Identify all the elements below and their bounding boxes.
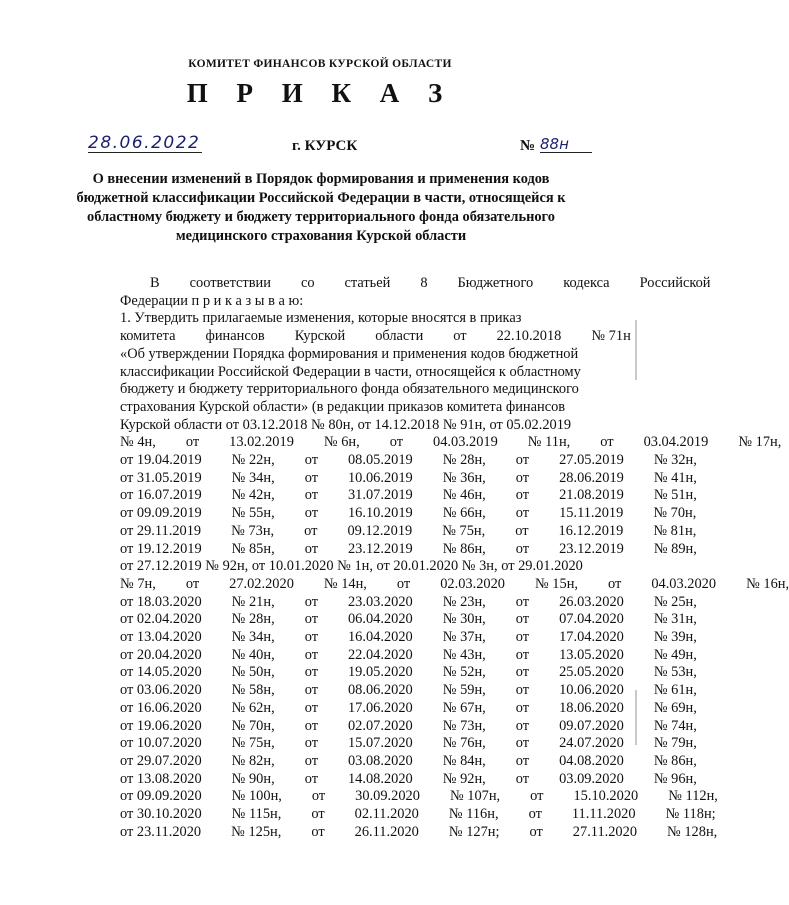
text-token: области	[375, 328, 424, 345]
text-token: от	[453, 328, 467, 345]
scan-edge-mark	[635, 320, 637, 380]
text-token: 28.06.2019	[559, 469, 624, 486]
text-token: 19.05.2020	[347, 664, 413, 681]
text-token: от	[304, 540, 318, 557]
text-token: 27.05.2019	[559, 452, 624, 469]
text-token: 27.02.2020	[229, 575, 294, 592]
text-token: от	[515, 646, 530, 663]
text-token: № 61н,	[653, 682, 697, 699]
text-token: 09.07.2020	[559, 717, 624, 734]
text-token: от	[185, 434, 200, 451]
text-token: № 62н,	[231, 699, 275, 716]
text-token: от 30.10.2020	[120, 806, 202, 823]
text-token: финансов	[205, 328, 265, 345]
text-token: от 09.09.2020	[120, 788, 202, 805]
text-token: № 50н,	[231, 664, 275, 681]
text-token: 14.08.2020	[347, 770, 413, 787]
text-token: от	[304, 505, 318, 522]
text-token: соответствии	[189, 275, 271, 291]
text-token: № 82н,	[231, 752, 275, 769]
text-token: от	[304, 682, 318, 699]
text-token: от	[304, 452, 318, 469]
text-token: от 23.11.2020	[120, 823, 202, 840]
text-token: от	[515, 682, 530, 699]
text-token: от 02.04.2020	[120, 611, 202, 628]
text-token: № 11н,	[527, 434, 571, 451]
text-token: № 59н,	[442, 682, 486, 699]
amendment-row	[90, 699, 697, 718]
text-token: 13.02.2019	[229, 434, 294, 451]
text-token: от	[515, 770, 530, 787]
text-token: № 52н,	[442, 664, 486, 681]
text-token: № 69н,	[653, 699, 697, 716]
text-token: от	[515, 540, 530, 557]
order-number-block	[520, 136, 594, 156]
item1-text-line: классификации Российской Федерации в части, относящейся к областному	[120, 363, 581, 380]
text-token: от 18.03.2020	[120, 593, 202, 610]
text-token: 17.04.2020	[559, 629, 624, 646]
text-token: от 20.04.2020	[120, 646, 202, 663]
text-token: от	[515, 717, 530, 734]
text-token: от	[515, 593, 530, 610]
city-label: г. КУРСК	[292, 138, 358, 154]
text-token: № 36н,	[442, 469, 486, 486]
text-token: № 125н,	[231, 823, 282, 840]
text-token: № 25н,	[653, 593, 697, 610]
text-token: № 127н;	[448, 823, 500, 840]
text-token: 8	[420, 275, 428, 291]
item1-text-lines	[90, 346, 580, 435]
amendment-row	[90, 735, 697, 753]
scan-edge-mark	[635, 690, 637, 745]
text-token: 02.03.2020	[440, 575, 505, 592]
text-token: 31.07.2019	[347, 487, 413, 504]
text-token: 10.06.2019	[347, 469, 413, 486]
amendment-row	[90, 434, 782, 452]
text-token: № 79н,	[653, 735, 697, 752]
text-token: 26.11.2020	[354, 823, 419, 840]
text-token: от	[515, 522, 529, 539]
text-token: № 43н,	[442, 646, 486, 663]
text-token: от	[515, 699, 530, 716]
amendment-row	[90, 575, 789, 594]
text-token: от	[311, 823, 325, 840]
text-token: № 21н,	[231, 593, 275, 610]
text-token: от	[530, 788, 544, 805]
preamble-line-2: Федерации п р и к а з ы в а ю:	[120, 292, 304, 309]
text-token: № 107н,	[449, 788, 501, 805]
text-token: 16.04.2020	[347, 629, 413, 646]
text-token: № 15н,	[534, 575, 579, 592]
text-token: от	[529, 823, 543, 840]
text-token: № 17н,	[738, 434, 782, 451]
text-token: от	[304, 611, 318, 628]
text-token: № 112н,	[668, 788, 718, 805]
amendment-row	[90, 752, 697, 771]
text-token: № 31н,	[653, 611, 697, 628]
text-token: от 13.08.2020	[120, 770, 202, 787]
text-token: № 73н,	[442, 717, 486, 734]
text-token: от	[515, 664, 530, 681]
text-token: от	[311, 788, 326, 805]
amendment-row	[90, 770, 697, 789]
text-token: № 7н,	[120, 575, 156, 592]
text-token: от 10.07.2020	[120, 735, 202, 752]
amendment-row	[90, 806, 716, 824]
text-token: № 34н,	[231, 629, 275, 646]
text-token: 16.10.2019	[347, 505, 413, 522]
text-token: статьей	[344, 275, 391, 291]
amendment-row	[90, 540, 697, 559]
amendment-row: от 27.12.2019 № 92н, от 10.01.2020 № 1н, от 20.01.2020 № 3н, от 29.01.2020	[120, 558, 583, 575]
text-token: 03.08.2020	[347, 752, 413, 769]
text-token: № 22н,	[231, 452, 275, 469]
text-token: 22.10.2018	[496, 328, 562, 345]
text-token: от 29.11.2019	[120, 522, 202, 539]
order-body	[90, 275, 789, 842]
text-token: № 96н,	[653, 770, 697, 787]
text-token: № 92н,	[442, 770, 486, 787]
text-token: № 4н,	[120, 434, 156, 451]
text-token: от	[515, 469, 530, 486]
text-token: 03.04.2019	[643, 434, 709, 451]
text-token: от 19.04.2019	[120, 452, 202, 469]
text-token: № 66н,	[442, 505, 486, 522]
text-token: от	[304, 646, 318, 663]
amendment-row	[90, 611, 697, 629]
text-token: 06.04.2020	[347, 611, 413, 628]
text-token: от	[515, 487, 530, 504]
text-token: от	[311, 806, 325, 823]
text-token: 17.06.2020	[347, 699, 413, 716]
text-token: Бюджетного	[457, 275, 534, 291]
text-token: 13.05.2020	[559, 646, 624, 663]
item1-text-line: Курской области от 03.12.2018 № 80н, от 14.12.2018 № 91н, от 05.02.2019	[120, 416, 572, 433]
text-token: 02.11.2020	[354, 806, 419, 823]
text-token: 04.03.2020	[651, 575, 717, 592]
text-token: № 39н,	[653, 629, 697, 646]
text-token: от	[515, 752, 530, 769]
amendment-row	[90, 452, 697, 470]
text-token: № 46н,	[442, 487, 486, 504]
amendment-row	[90, 823, 718, 842]
text-token: от	[515, 611, 530, 628]
text-token: от	[304, 629, 318, 646]
text-token: от	[600, 434, 614, 451]
text-token: 15.07.2020	[347, 735, 413, 752]
text-token: 26.03.2020	[559, 593, 624, 610]
text-token: № 53н,	[653, 664, 697, 681]
text-token: от 16.07.2019	[120, 487, 202, 504]
amendment-row	[90, 682, 697, 700]
text-token: 11.11.2020	[571, 806, 636, 823]
amendment-row	[90, 646, 697, 665]
text-token: от 29.07.2020	[120, 752, 202, 769]
text-token: 16.12.2019	[558, 522, 624, 539]
text-token: № 14н,	[323, 575, 367, 592]
text-token: № 70н,	[653, 505, 697, 522]
text-token: 15.10.2020	[573, 788, 639, 805]
text-token: № 75н,	[442, 522, 486, 539]
text-token: от	[304, 752, 318, 769]
text-token: № 32н,	[653, 452, 697, 469]
text-token: 30.09.2020	[355, 788, 420, 805]
amendment-row	[90, 717, 697, 736]
text-token: 03.09.2020	[559, 770, 624, 787]
text-token: комитета	[120, 328, 176, 345]
number-sign: №	[520, 138, 536, 154]
text-token: кодекса	[563, 275, 610, 291]
text-token: № 100н,	[231, 788, 282, 805]
text-token: № 28н,	[442, 452, 486, 469]
text-token: № 51н,	[653, 487, 697, 504]
text-token: 08.06.2020	[347, 682, 413, 699]
text-token: 04.08.2020	[559, 752, 624, 769]
text-token: 10.06.2020	[559, 682, 624, 699]
text-token: 25.05.2020	[559, 664, 624, 681]
text-token: от	[185, 575, 200, 592]
text-token: № 86н,	[653, 752, 697, 769]
text-token: от	[304, 770, 318, 787]
text-token: № 75н,	[231, 735, 275, 752]
item1-text-line: бюджету и бюджету территориального фонда обязательного медицинского	[120, 381, 579, 398]
text-token: от 13.04.2020	[120, 629, 202, 646]
text-token: 04.03.2019	[433, 434, 498, 451]
text-token: № 85н,	[231, 540, 275, 557]
text-token: от 14.05.2020	[120, 664, 202, 681]
text-token: № 16н,	[746, 575, 789, 592]
amendment-row	[90, 487, 697, 505]
text-token: от	[304, 717, 318, 734]
text-token: 27.11.2020	[572, 823, 638, 840]
text-token: 09.12.2019	[347, 522, 413, 539]
text-token: № 118н;	[665, 806, 716, 823]
text-token: от 31.05.2019	[120, 469, 202, 486]
text-token: № 6н,	[323, 434, 360, 451]
text-token: 22.04.2020	[347, 646, 413, 663]
text-token: № 23н,	[442, 593, 486, 610]
preamble-line-1	[90, 275, 711, 293]
amendment-row	[90, 664, 697, 682]
text-token: В	[150, 275, 160, 291]
text-token: от	[304, 593, 318, 610]
text-token: от	[515, 452, 530, 469]
text-token: № 40н,	[231, 646, 275, 663]
text-token: № 128н,	[667, 823, 718, 840]
text-token: № 81н,	[653, 522, 697, 539]
text-token: 18.06.2020	[559, 699, 624, 716]
amendment-list	[90, 434, 789, 841]
text-token: № 70н,	[231, 717, 275, 734]
text-token: от	[304, 699, 318, 716]
text-token: от	[304, 487, 318, 504]
text-token: от 03.06.2020	[120, 682, 202, 699]
text-token: № 73н,	[231, 522, 275, 539]
amendment-row	[90, 469, 697, 488]
text-token: 15.11.2019	[559, 505, 624, 522]
handwritten-order-number: 88н	[540, 136, 592, 153]
handwritten-date: 28.06.2022	[88, 133, 201, 153]
text-token: № 37н,	[442, 629, 486, 646]
amendment-row	[90, 593, 697, 612]
text-token: от 19.12.2019	[120, 540, 202, 557]
text-token: № 28н,	[231, 611, 275, 628]
text-token: от	[396, 575, 411, 592]
text-token: от	[304, 664, 318, 681]
text-token: от	[528, 806, 542, 823]
text-token: Российской	[639, 275, 711, 291]
item1-line-2	[90, 328, 631, 346]
text-token: № 55н,	[231, 505, 275, 522]
text-token: 23.03.2020	[347, 593, 413, 610]
document-type-title: П Р И К А З	[186, 78, 454, 108]
text-token: № 115н,	[231, 806, 282, 823]
item1-text-line: страхования Курской области» (в редакции приказов комитета финансов	[120, 398, 566, 415]
text-token: № 84н,	[442, 752, 486, 769]
order-subject: О внесении изменений в Порядок формирования и применения кодов бюджетной классификации Российской Федерации в части, относящейся к областному бюджету и бюджету территориального фонда обязательного медицинского страхования Курской области	[76, 171, 566, 244]
text-token: от	[515, 505, 530, 522]
text-token: № 30н,	[442, 611, 486, 628]
committee-name: КОМИТЕТ ФИНАНСОВ КУРСКОЙ ОБЛАСТИ	[188, 58, 452, 70]
text-token: от	[389, 434, 404, 451]
text-token: № 58н,	[231, 682, 275, 699]
item1-line-1: 1. Утвердить прилагаемые изменения, которые вносятся в приказ	[120, 310, 522, 327]
text-token: от 09.09.2019	[120, 505, 202, 522]
text-token: от	[304, 469, 318, 486]
text-token: 21.08.2019	[559, 487, 624, 504]
text-token: от	[304, 522, 318, 539]
text-token: 02.07.2020	[347, 717, 413, 734]
text-token: № 71н	[591, 328, 631, 345]
item1-text-line: «Об утверждении Порядка формирования и применения кодов бюджетной	[120, 345, 579, 362]
text-token: Курской	[294, 328, 346, 345]
text-token: от 16.06.2020	[120, 699, 202, 716]
text-token: от	[608, 575, 622, 592]
text-token: от	[515, 735, 530, 752]
text-token: № 34н,	[231, 469, 275, 486]
text-token: со	[300, 275, 315, 291]
text-token: № 42н,	[231, 487, 275, 504]
amendment-row	[90, 788, 718, 806]
text-token: 24.07.2020	[559, 735, 624, 752]
text-token: № 41н,	[653, 469, 697, 486]
text-token: 07.04.2020	[559, 611, 624, 628]
text-token: № 89н,	[653, 540, 697, 557]
text-token: № 49н,	[653, 646, 697, 663]
text-token: от 19.06.2020	[120, 717, 202, 734]
text-token: № 90н,	[231, 770, 275, 787]
amendment-row	[90, 522, 697, 541]
text-token: 23.12.2019	[559, 540, 624, 557]
text-token: от	[304, 735, 318, 752]
text-token: 23.12.2019	[347, 540, 413, 557]
preamble	[90, 275, 711, 310]
text-token: № 116н,	[448, 806, 499, 823]
text-token: от	[515, 629, 530, 646]
text-token: № 67н,	[442, 699, 486, 716]
text-token: № 86н,	[442, 540, 486, 557]
amendment-row	[90, 629, 697, 647]
text-token: 08.05.2019	[347, 452, 413, 469]
text-token: № 74н,	[653, 717, 697, 734]
text-token: № 76н,	[442, 735, 486, 752]
amendment-row	[90, 505, 697, 523]
